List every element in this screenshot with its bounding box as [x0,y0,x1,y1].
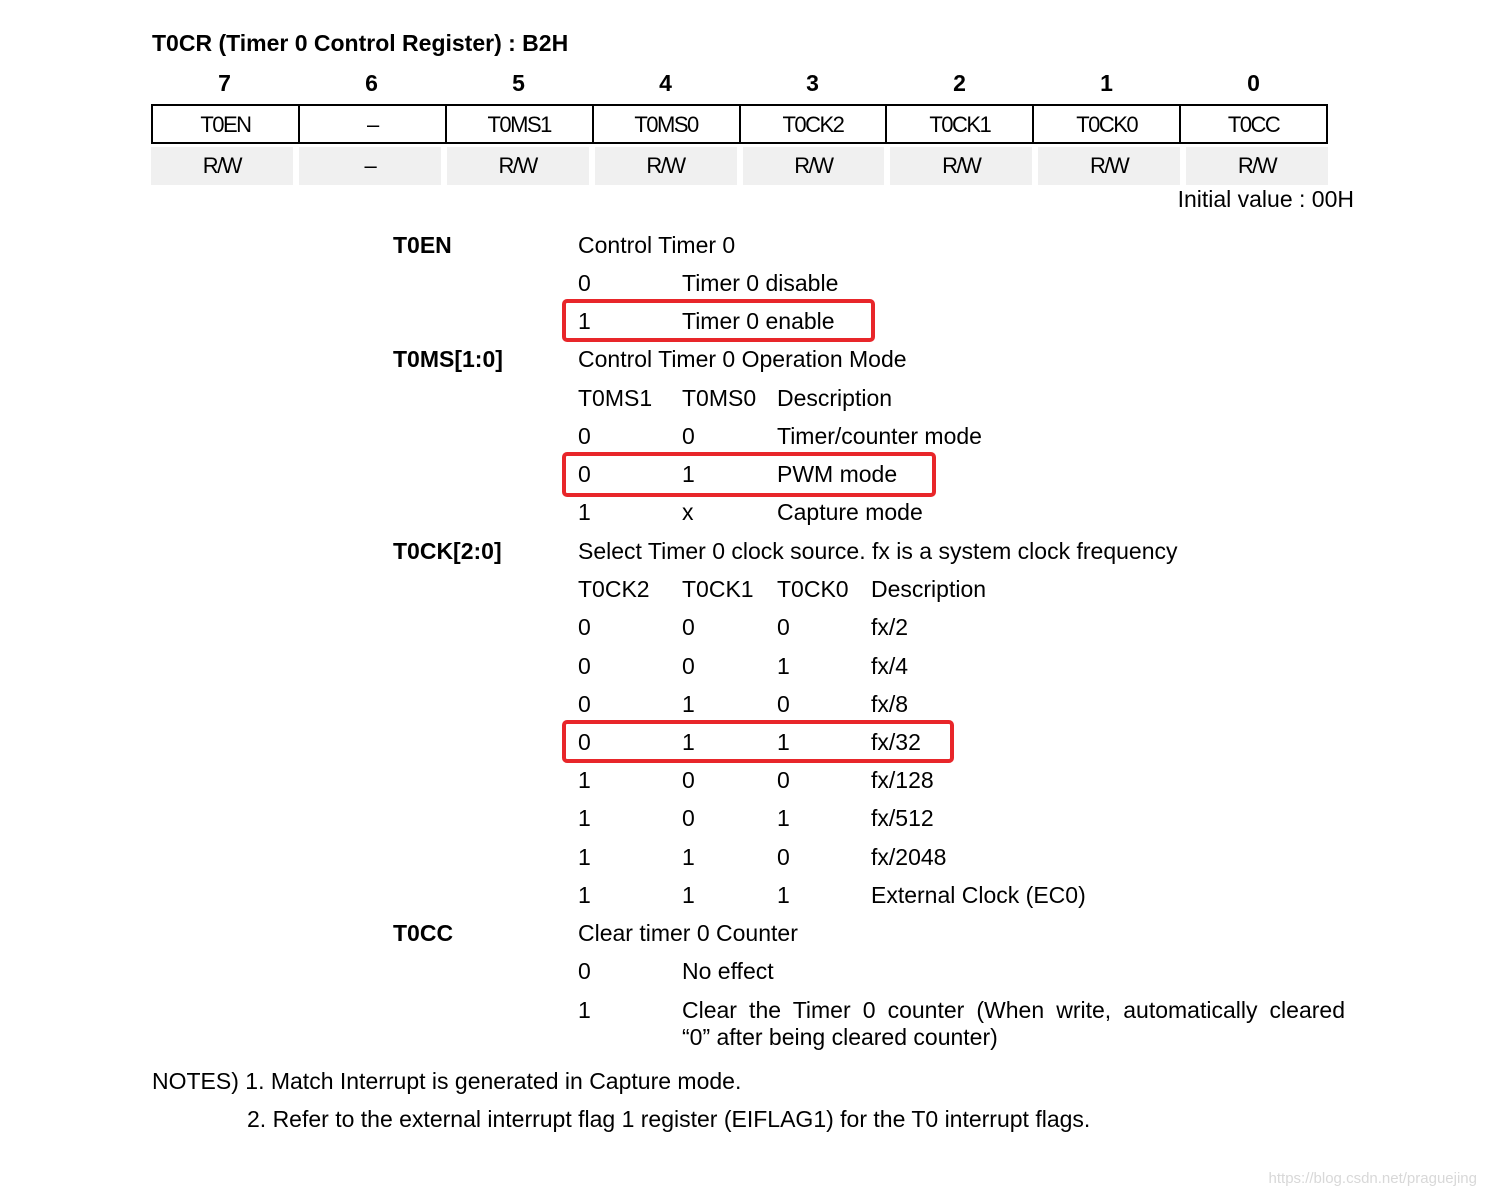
table-header: T0MS0 [682,385,757,411]
value-cell: 1 [777,882,790,908]
note-1: NOTES) 1. Match Interrupt is generated in Capture mode. [152,1068,742,1094]
access-cell: R/W [1186,147,1328,185]
table-header: T0CK0 [777,576,849,602]
field-name-t0cc: T0CC [393,920,454,946]
value-cell: 0 [578,958,591,984]
table-header: T0MS1 [578,385,653,411]
value-cell: 1 [578,882,591,908]
access-cell: R/W [447,147,589,185]
value-cell: 1 [777,805,790,831]
watermark: https://blog.csdn.net/praguejing [1268,1170,1477,1187]
value-cell: 0 [578,423,591,449]
register-field-cell: T0MS1 [447,106,594,142]
table-header: Description [871,576,987,602]
value-desc-continued: “0” after being cleared counter) [682,1024,998,1050]
table-header: T0CK2 [578,576,650,602]
value-cell: 1 [777,653,790,679]
bit-number: 1 [1100,70,1113,96]
value-cell: 0 [682,614,695,640]
register-field-cell: T0EN [153,106,300,142]
register-field-table [151,104,1328,144]
register-field-cell: T0CC [1227,112,1280,137]
value-desc: Capture mode [777,499,923,525]
value-cell: 0 [777,691,790,717]
highlight-box-t0ms [562,452,936,497]
table-header: T0CK1 [682,576,754,602]
value-cell: 0 [777,614,790,640]
value-cell: x [682,499,694,525]
value-desc: No effect [682,958,774,984]
field-desc-t0cc: Clear timer 0 Counter [578,920,798,946]
bit-number: 2 [953,70,966,96]
value-desc: fx/2 [871,614,909,640]
value-cell: 1 [578,805,591,831]
value-desc: Timer 0 disable [682,270,839,296]
value-desc: fx/32 [871,729,921,755]
value-cell: 0 [578,691,591,717]
field-name-t0ms: T0MS[1:0] [393,346,503,372]
value-cell: 0 [682,423,695,449]
value-cell: 1 [682,461,695,487]
value-desc: PWM mode [777,461,898,487]
value-cell: 1 [682,729,695,755]
field-desc-t0ms: Control Timer 0 Operation Mode [578,346,907,372]
field-desc-t0ck: Select Timer 0 clock source. fx is a system clock frequency [578,538,1178,564]
value-cell: 0 [682,767,695,793]
access-cell: R/W [1038,147,1180,185]
value-desc: Timer 0 enable [682,308,835,334]
value-cell: 0 [578,270,591,296]
value-desc: fx/512 [871,805,934,831]
access-row [151,147,1328,185]
value-cell: 1 [578,767,591,793]
value-desc: fx/128 [871,767,934,793]
access-cell: R/W [151,147,293,185]
value-desc: Timer/counter mode [777,423,982,449]
register-field-cell: T0MS0 [594,106,741,142]
access-cell: R/W [595,147,737,185]
value-cell: 1 [777,729,790,755]
value-cell: 0 [578,653,591,679]
bit-number: 6 [365,70,378,96]
value-cell: 0 [578,461,591,487]
value-desc: fx/2048 [871,844,947,870]
value-cell: 1 [578,499,591,525]
bit-number: 5 [512,70,525,96]
initial-value: Initial value : 00H [1177,186,1354,212]
table-header: Description [777,385,893,411]
bit-number: 3 [806,70,819,96]
value-desc: External Clock (EC0) [871,882,1086,908]
bit-number: 7 [218,70,231,96]
value-cell: 0 [578,614,591,640]
value-desc: fx/8 [871,691,909,717]
value-cell: 1 [578,844,591,870]
highlight-box-t0ck [562,720,954,763]
access-cell: R/W [743,147,885,185]
register-field-cell: T0CK0 [1034,106,1181,142]
register-field-cell: T0CK1 [887,106,1034,142]
value-cell: 0 [682,653,695,679]
value-cell: 0 [777,844,790,870]
bit-number: 0 [1247,70,1260,96]
value-cell: 1 [682,691,695,717]
value-cell: 1 [682,844,695,870]
bit-number: 4 [659,70,672,96]
register-title: T0CR (Timer 0 Control Register) : B2H [152,30,569,56]
field-name-t0en: T0EN [393,232,452,258]
value-cell: 1 [578,997,591,1023]
highlight-box-t0en [562,299,875,342]
note-2: 2. Refer to the external interrupt flag 1 register (EIFLAG1) for the T0 interrupt flags. [247,1106,1091,1132]
value-desc: Clear the Timer 0 counter (When write, automatically cleared [682,997,1345,1023]
value-cell: 0 [682,805,695,831]
field-desc-t0en: Control Timer 0 [578,232,736,258]
access-cell: – [299,147,441,185]
field-name-t0ck: T0CK[2:0] [393,538,502,564]
value-cell: 1 [682,882,695,908]
value-cell: 0 [777,767,790,793]
access-cell: R/W [890,147,1032,185]
value-desc: fx/4 [871,653,909,679]
value-cell: 0 [578,729,591,755]
register-field-cell: T0CK2 [741,106,888,142]
register-field-cell: – [300,106,447,142]
value-cell: 1 [578,308,591,334]
